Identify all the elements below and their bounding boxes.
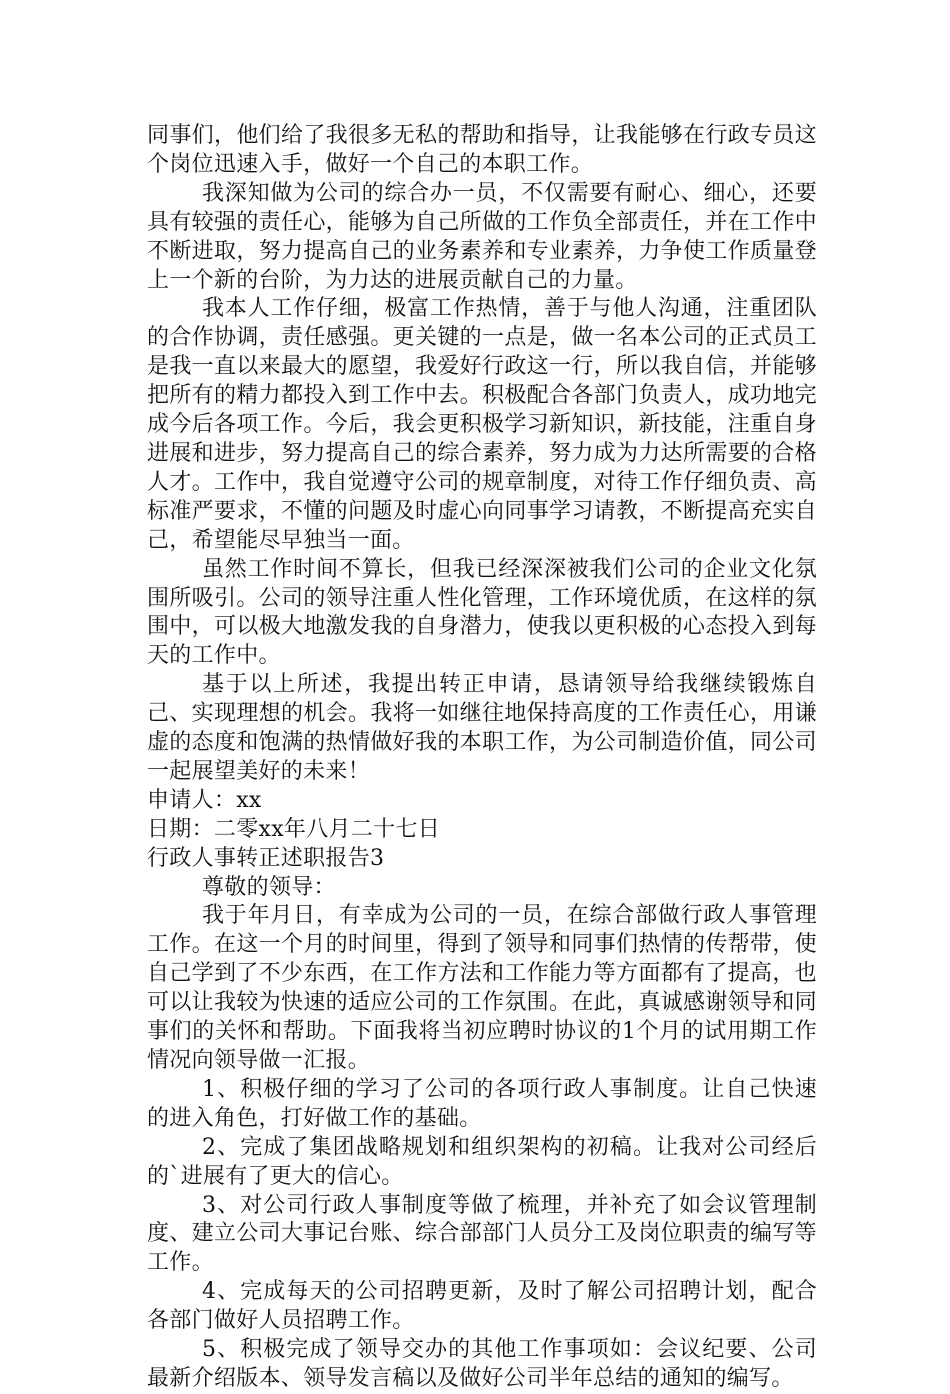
paragraph: 我深知做为公司的综合办一员，不仅需要有耐心、细心，还要具有较强的责任心，能够为自己所做的工作负全部责任，并在工作中不断进取，努力提高自己的业务素养和专业素养，力争使工作质量登上一个新的台阶，为力达的进展贡献自己的力量。 — [147, 180, 817, 293]
document-body — [147, 122, 817, 1394]
paragraph: 我本人工作仔细，极富工作热情，善于与他人沟通，注重团队的合作协调，责任感强。更关键的一点是，做一名本公司的正式员工是我一直以来最大的愿望，我爱好行政这一行，所以我自信，并能够把所有的精力都投入到工作中去。积极配合各部门负责人，成功地完成今后各项工作。今后，我会更积极学习新知识，新技能，注重自身进展和进步，努力提高自己的综合素养，努力成为力达所需要的合格人才。工作中，我自觉遵守公司的规章制度，对待工作仔细负责、高标准严要求，不懂的问题及时虚心向同事学习请教，不断提高充实自己，希望能尽早独当一面。 — [147, 296, 817, 553]
list-item: 4、完成每天的公司招聘更新，及时了解公司招聘计划，配合各部门做好人员招聘工作。 — [147, 1279, 817, 1334]
paragraph: 我于年月日，有幸成为公司的一员，在综合部做行政人事管理工作。在这一个月的时间里，得到了领导和同事们热情的传帮带，使自己学到了不少东西，在工作方法和工作能力等方面都有了提高，也可以让我较为快速的适应公司的工作氛围。在此，真诚感谢领导和同事们的关怀和帮助。下面我将当初应聘时协议的1个月的试用期工作情况向领导做一汇报。 — [147, 903, 817, 1073]
paragraph: 虽然工作时间不算长，但我已经深深被我们公司的企业文化氛围所吸引。公司的领导注重人性化管理，工作环境优质，在这样的氛围中，可以极大地激发我的自身潜力，使我以更积极的心态投入到每天的工作中。 — [147, 556, 817, 669]
list-item: 5、积极完成了领导交办的其他工作事项如：会议纪要、公司最新介绍版本、领导发言稿以及做好公司半年总结的通知的编写。 — [147, 1337, 817, 1391]
applicant-line: 申请人：xx — [147, 787, 262, 813]
paragraph: 同事们，他们给了我很多无私的帮助和指导，让我能够在行政专员这个岗位迅速入手，做好一个自己的本职工作。 — [147, 123, 817, 177]
date-line: 日期：二零xx年八月二十七日 — [147, 816, 441, 842]
section-title: 行政人事转正述职报告3 — [147, 845, 385, 871]
paragraph: 基于以上所述，我提出转正申请，恳请领导给我继续锻炼自己、实现理想的机会。我将一如继往地保持高度的工作责任心，用谦虚的态度和饱满的热情做好我的本职工作，为公司制造价值，同公司一起展望美好的未来！ — [147, 672, 817, 784]
list-item: 3、对公司行政人事制度等做了梳理，并补充了如会议管理制度、建立公司大事记台账、综合部部门人员分工及岗位职责的编写等工作。 — [147, 1192, 817, 1276]
list-item: 1、积极仔细的学习了公司的各项行政人事制度。让自己快速的进入角色，打好做工作的基础。 — [147, 1076, 817, 1131]
list-item: 2、完成了集团战略规划和组织架构的初稿。让我对公司经后的`进展有了更大的信心。 — [147, 1134, 817, 1189]
salutation: 尊敬的领导： — [202, 874, 336, 900]
